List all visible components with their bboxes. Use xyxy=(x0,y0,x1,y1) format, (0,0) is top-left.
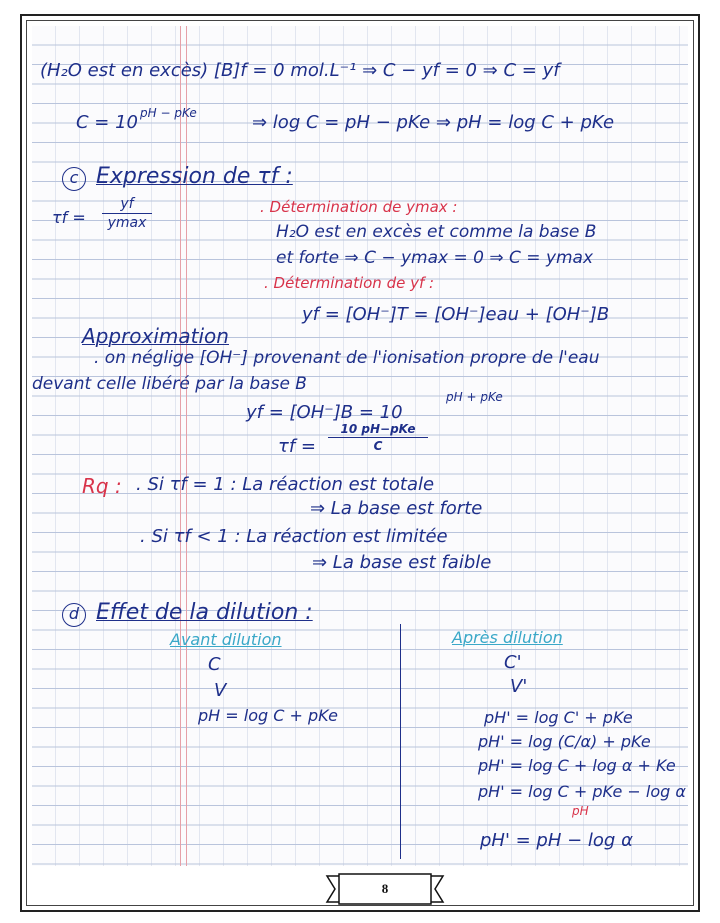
avant-label: Avant dilution xyxy=(170,630,282,649)
forte-line: et forte ⇒ C − ymax = 0 ⇒ C = ymax xyxy=(276,248,594,268)
line-log: ⇒ log C = pH − pKe ⇒ pH = log C + pKe xyxy=(252,112,615,133)
apres-v: V' xyxy=(510,676,528,697)
devant-line: devant celle libéré par la base B xyxy=(32,374,307,394)
yf-eq: yf = [OH⁻]B = 10 xyxy=(246,402,403,423)
yf-line: yf = [OH⁻]T = [OH⁻]eau + [OH⁻]B xyxy=(302,304,610,325)
approx-title: Approximation xyxy=(82,324,229,348)
yf-exp: pH + pKe xyxy=(446,390,503,404)
column-divider xyxy=(400,624,401,859)
avant-v: V xyxy=(214,680,227,701)
line-c-exp: pH − pKe xyxy=(140,106,197,120)
si-two-b: ⇒ La base est faible xyxy=(312,552,492,573)
h2o-line: H₂O est en excès et comme la base B xyxy=(276,222,597,242)
line-c-eq: C = 10 xyxy=(76,112,138,133)
neglige-line: . on néglige [OH⁻] provenant de l'ionisation propre de l'eau xyxy=(94,348,600,368)
avant-c: C xyxy=(208,654,221,675)
tau-numerator: yf xyxy=(120,196,134,212)
apres-ph-1: pH' = log C' + pKe xyxy=(484,708,633,727)
si-two: . Si τf < 1 : La réaction est limitée xyxy=(140,526,448,547)
apres-label: Après dilution xyxy=(452,628,563,647)
tau-f2-numerator: 10 pH−pKe xyxy=(340,422,416,436)
margin-line-right xyxy=(186,26,187,866)
apres-c: C' xyxy=(504,652,522,673)
tau-f2-fraction xyxy=(328,422,428,453)
det-yf: . Détermination de yf : xyxy=(264,274,435,292)
tau-f2-lhs: τf = xyxy=(278,436,316,457)
section-d-heading xyxy=(62,600,313,627)
section-c-letter: c xyxy=(62,167,86,191)
apres-ph-3: pH' = log C + log α + Ke xyxy=(478,756,676,775)
page-number-banner xyxy=(325,872,445,906)
remark-label: Rq : xyxy=(82,474,122,498)
line-excess: (H₂O est en excès) [B]f = 0 mol.L⁻¹ ⇒ C − yf = 0 ⇒ C = yf xyxy=(40,60,560,81)
tau-f2-denominator: C xyxy=(373,439,383,453)
tau-denominator: ymax xyxy=(107,215,147,231)
section-d-letter: d xyxy=(62,603,86,627)
margin-line-left xyxy=(180,26,181,866)
apres-ph-small: pH xyxy=(572,804,589,818)
section-c-heading xyxy=(62,164,293,191)
section-c-title: Expression de τf : xyxy=(96,164,293,189)
si-one: . Si τf = 1 : La réaction est totale xyxy=(136,474,435,495)
tau-lhs: τf = xyxy=(52,208,86,227)
section-d-title: Effet de la dilution : xyxy=(96,600,313,625)
apres-ph-4: pH' = log C + pKe − log α xyxy=(478,782,686,801)
page-number: 8 xyxy=(381,881,389,896)
tau-fraction xyxy=(102,196,152,231)
apres-ph-2: pH' = log (C/α) + pKe xyxy=(478,732,651,751)
avant-ph: pH = log C + pKe xyxy=(198,706,338,725)
det-ymax: . Détermination de ymax : xyxy=(260,198,458,216)
si-one-b: ⇒ La base est forte xyxy=(310,498,483,519)
apres-final: pH' = pH − log α xyxy=(480,830,633,851)
notebook-page xyxy=(32,26,688,866)
